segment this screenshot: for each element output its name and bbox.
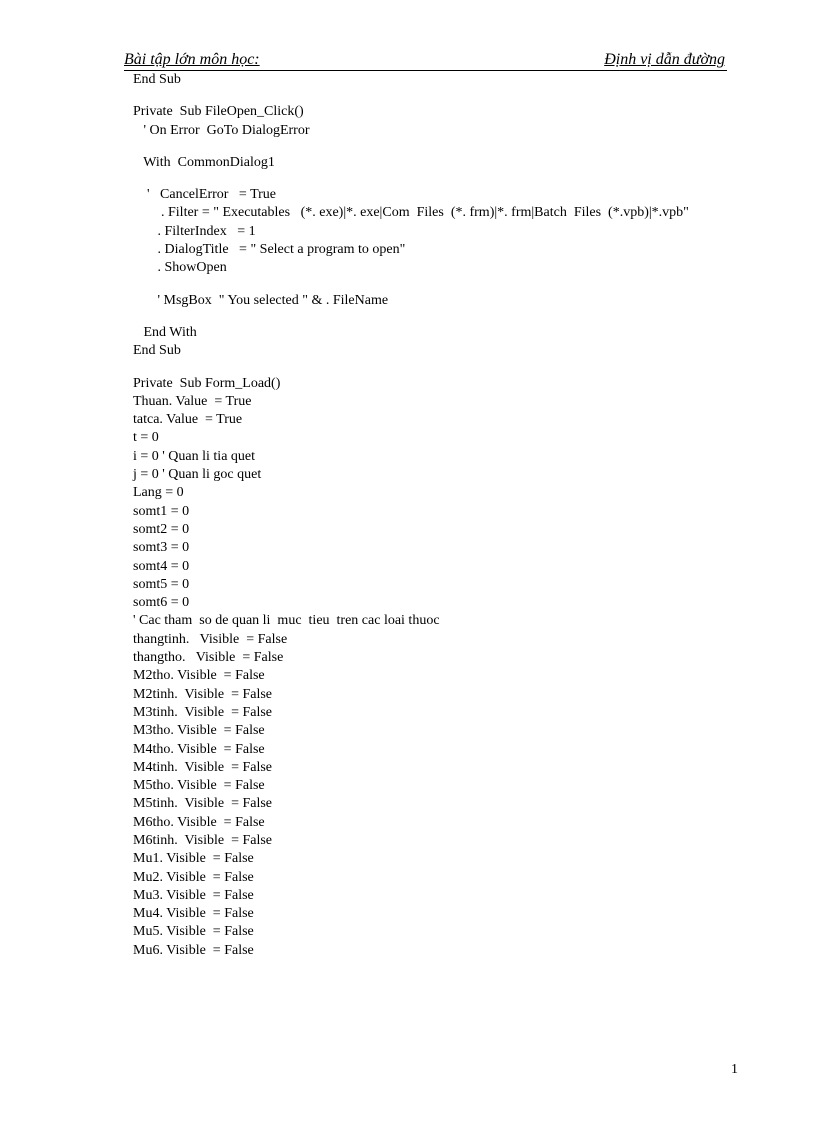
code-line: somt1 = 0	[133, 503, 190, 519]
code-line: somt2 = 0	[133, 521, 190, 537]
code-line: End Sub	[133, 72, 181, 87]
code-line: somt4 = 0	[133, 558, 190, 574]
running-header	[124, 50, 727, 71]
blank-line	[133, 172, 783, 186]
code-line: End With	[133, 324, 197, 340]
header-topic-title: Định vị dẫn đường	[604, 51, 725, 68]
code-line: somt6 = 0	[133, 595, 190, 611]
code-line: ' Cac tham so de quan li muc tieu tren cac loai thuoc	[133, 613, 440, 629]
code-line: . Filter = " Executables (*. exe)|*. exe|Com Files (*. frm)|*. frm|Batch Files (*.vpb)|*.vpb"	[133, 205, 689, 221]
code-line: ' CancelError = True	[133, 187, 277, 203]
code-line: M6tho. Visible = False	[133, 814, 265, 830]
code-line: Thuan. Value = True	[133, 393, 252, 409]
blank-line	[133, 140, 783, 154]
code-line: ' MsgBox " You selected " & . FileName	[133, 292, 389, 308]
code-line: j = 0 ' Quan li goc quet	[133, 467, 262, 483]
code-line: M3tho. Visible = False	[133, 723, 265, 739]
code-line: Lang = 0	[133, 485, 184, 501]
code-line: M2tho. Visible = False	[133, 668, 265, 684]
code-listing	[133, 71, 783, 960]
code-line: Mu4. Visible = False	[133, 906, 254, 922]
code-line: M5tinh. Visible = False	[133, 796, 273, 812]
code-line: ' On Error GoTo DialogError	[133, 122, 310, 138]
code-line: Mu3. Visible = False	[133, 887, 254, 903]
code-line: M2tinh. Visible = False	[133, 686, 273, 702]
code-line: t = 0	[133, 430, 159, 446]
code-line: Private Sub Form_Load()	[133, 375, 281, 391]
code-line: Private Sub FileOpen_Click()	[133, 104, 304, 120]
blank-line	[133, 361, 783, 375]
code-line: tatca. Value = True	[133, 412, 243, 428]
code-line: . ShowOpen	[133, 260, 227, 276]
code-line: End Sub	[133, 343, 181, 359]
code-line: Mu6. Visible = False	[133, 942, 254, 958]
blank-line	[133, 89, 783, 103]
code-line: thangtinh. Visible = False	[133, 631, 288, 647]
code-line: M5tho. Visible = False	[133, 778, 265, 794]
code-line: M4tinh. Visible = False	[133, 759, 273, 775]
code-line: Mu2. Visible = False	[133, 869, 254, 885]
blank-line	[133, 310, 783, 324]
page-number: 1	[731, 1062, 738, 1077]
code-line: With CommonDialog1	[133, 154, 275, 170]
code-line: . FilterIndex = 1	[133, 223, 256, 239]
code-line: M3tinh. Visible = False	[133, 704, 273, 720]
code-line: somt5 = 0	[133, 576, 190, 592]
code-line: . DialogTitle = " Select a program to open"	[133, 242, 406, 258]
blank-line	[133, 278, 783, 292]
code-line: M6tinh. Visible = False	[133, 832, 273, 848]
code-line: Mu5. Visible = False	[133, 924, 254, 940]
code-line: i = 0 ' Quan li tia quet	[133, 448, 256, 464]
header-course-title: Bài tập lớn môn học:	[124, 51, 260, 68]
code-line: Mu1. Visible = False	[133, 851, 254, 867]
code-line: M4tho. Visible = False	[133, 741, 265, 757]
code-line: somt3 = 0	[133, 540, 190, 556]
code-line: thangtho. Visible = False	[133, 650, 284, 666]
